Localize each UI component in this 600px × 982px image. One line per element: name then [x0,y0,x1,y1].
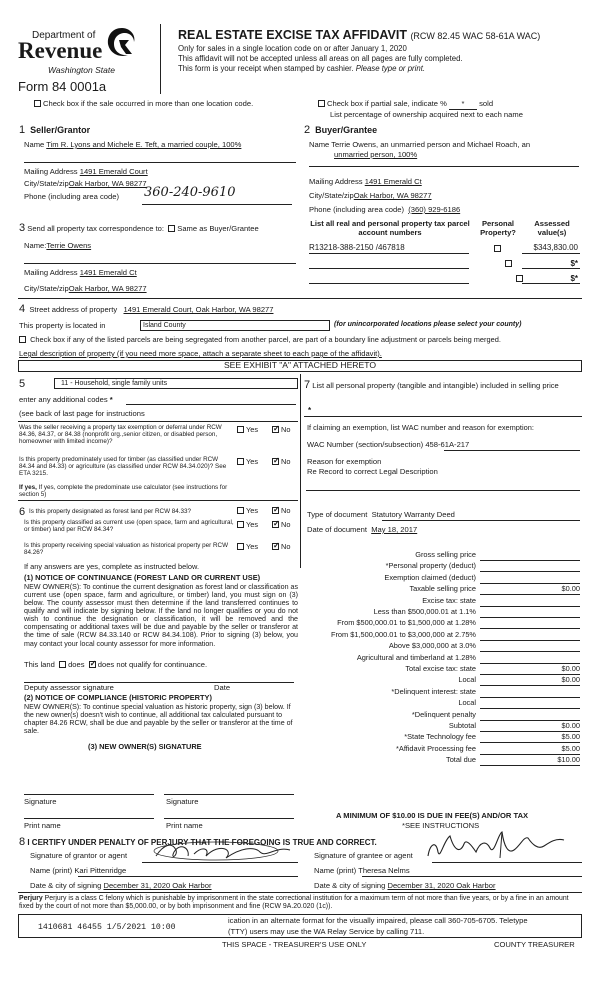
tax-row-rule [480,594,580,595]
buyer-name-field[interactable]: Terrie Owens, an unmarried person and Michael Roach, an [331,140,531,149]
grantor-name-row: Name (print) Kari Pittenridge [30,866,127,875]
rule [304,416,582,417]
owner-signature-1-label: Signature [24,797,57,806]
tax-row-value[interactable]: $0.00 [561,721,580,730]
grantee-sig-row: Signature of grantee or agent [314,851,413,860]
tax-row-label: Excise tax: state [422,595,476,605]
s5-q1: Was the seller receiving a property tax exemption or deferral under RCW 84.36, 84.37, or 84.38 (nonprofit org.,senior citizen, or disabled person, homeowner with limited income)? [19,424,222,446]
personal-2-checkbox[interactable] [505,260,512,267]
assessed-header: Assessed value(s) [534,219,570,237]
s5-q1-no-checkbox[interactable] [272,426,279,433]
s6-q2-yes-checkbox[interactable] [237,521,244,528]
s6-q2-yes[interactable]: Yes [237,521,258,530]
personal-1-checkbox[interactable] [494,245,501,252]
dor-swirl-icon [105,26,139,60]
grantor-name-field[interactable]: Kari Pittenridge [74,866,127,875]
treasurer-space-label: THIS SPACE - TREASURER'S USE ONLY [222,940,367,949]
located-note: (for unincorporated locations please select your county) [334,321,522,328]
perjury-note: Perjury Perjury is a class C felony which is punishable by imprisonment in the state correctional institution for a maximum term of not more than five years, or by a fine in an amount fixed by the court of not more than $5,000.00, or by both imprisonment and fine (RCW 9A.20.020 (1c)). [19,895,569,910]
exemption-question: If claiming an exemption, list WAC number and reason for exemption: [307,423,534,432]
rule [164,794,294,795]
tax-row-value[interactable]: $0.00 [561,675,580,685]
tax-row-value[interactable]: $0.00 [561,664,580,673]
s6-q1-no[interactable]: ✓ No [272,507,290,516]
s5-q1-yes-checkbox[interactable] [237,426,244,433]
rule [522,253,580,254]
county-treasurer-label: COUNTY TREASURER [494,940,575,949]
assessed-3[interactable]: $* [570,274,578,283]
treasurer-stamp: 1410681 46455 1/5/2021 10:00 [38,923,176,932]
partial-sale-checkbox[interactable] [318,100,325,107]
notice2-body: NEW OWNER(S): To continue special valuation as historic property, sign (3) below. If the new owner(s) doesn't wish to continue, all additional tax calculated pursuant to chapter 84.26 RCW, shall be due and payable by the seller or transferor at the time of sale. [24,703,293,736]
s6-q2-no-checkbox[interactable] [272,521,279,528]
reason-label: Reason for exemption [307,457,382,466]
rule [142,862,298,863]
county-select-value: Island County [143,322,186,329]
rule [126,404,296,405]
seller-mail-field[interactable]: 1491 Emerald Court [79,167,148,176]
s5-q1-yes[interactable]: Yes [237,426,258,435]
wac-field[interactable]: 458-61A-217 [425,440,470,449]
seller-heading: 1 Seller/Grantor [19,124,91,136]
rule [142,204,292,205]
s5-q2-no-checkbox[interactable] [272,458,279,465]
dor-logo [18,24,158,78]
notice3-title: (3) NEW OWNER(S) SIGNATURE [88,742,202,751]
buyer-heading: 2 Buyer/Grantee [304,124,378,136]
rule [24,162,296,163]
rule [522,268,580,269]
buyer-city-field[interactable]: Oak Harbor, WA 98277 [353,191,432,200]
tax-row-label: Exemption claimed (deduct) [384,572,476,582]
s5-number: 5 [19,378,26,390]
tax-row-label: From $500,000.01 to $1,500,000 at 1.28% [337,618,476,628]
rule [444,450,580,451]
land-does-not-checkbox[interactable] [89,661,96,668]
legal-label: Legal description of property (if you need more space, attach a separate sheet to each page of the affidavit). [19,349,382,358]
doc-type-field[interactable]: Statutory Warranty Deed [371,510,455,519]
grantee-name-row: Name (print) Theresa Nelms [314,866,410,875]
s5-q2: Is this property predominately used for timber (as classified under RCW 84.34 and 84.33) or agriculture (as classified under RCW 84.34.020)? See ETA 3215. [19,456,227,478]
s6-q3-no-checkbox[interactable] [272,543,279,550]
list-pct-note: List percentage of ownership acquired next to each name [330,110,523,119]
header-line-1: Only for sales in a single location code on or after January 1, 2020 [178,44,407,53]
same-as-buyer-checkbox[interactable] [168,225,175,232]
tax-row-value[interactable]: $5.00 [561,732,580,742]
s3-city-row: City/State/zipOak Harbor, WA 98277 [24,284,147,293]
owner-print-1-label: Print name [24,821,61,830]
rule [24,818,154,819]
tax-row-label: Less than $500,000.01 at 1.1% [373,607,476,616]
tax-row-rule [480,765,580,766]
use-code-value: 11 - Household, single family units [61,380,168,387]
deputy-sig-label: Deputy assessor signature [24,683,114,692]
s5-q1-no[interactable]: ✓ No [272,426,290,435]
grantee-name-field[interactable]: Theresa Nelms [358,866,410,875]
tax-row-rule [480,651,580,652]
tax-row-rule [480,640,580,641]
tax-row-rule [480,685,580,686]
rule [78,876,298,877]
s6-number: 6 [19,506,26,518]
rule [18,892,582,893]
logo-revenue: Revenue [18,38,103,63]
s5-q2-yes-checkbox[interactable] [237,458,244,465]
s6-q2: Is this property classified as current use (open space, farm and agricultural, or timber) land per RCW 84.34? [24,519,234,534]
s6-q3-no[interactable]: ✓ No [272,543,290,552]
partial-pct-field[interactable]: * [449,100,477,110]
located-label: This property is located in [19,321,106,330]
tax-row-label: Total excise tax: state [405,664,476,673]
rule [382,520,580,521]
owner-signature-2-label: Signature [166,797,199,806]
tax-row-label: Taxable selling price [409,584,476,594]
seller-phone-row: Phone (including area code) [24,192,119,201]
see-instructions: *SEE INSTRUCTIONS [402,821,480,830]
rule [300,374,301,568]
s5-q2-yes[interactable]: Yes [237,458,258,467]
parcel-1[interactable]: R13218-388-2150 /467818 [309,243,405,252]
seller-name-row: Name Tim R. Lyons and Michele E. Teft, a married couple, 100% [24,140,242,149]
reason-field[interactable]: Re Record to correct Legal Description [307,467,438,476]
buyer-name-line2: unmarried person, 100% [334,150,418,159]
rule [306,490,580,491]
parcel-header: List all real and personal property tax parcel account numbers [310,219,470,237]
buyer-mail-field[interactable]: 1491 Emerald Ct [364,177,422,186]
street-field[interactable]: 1491 Emerald Court, Oak Harbor, WA 98277 [123,305,274,314]
land-does-checkbox[interactable] [59,661,66,668]
tax-row-label: Gross selling price [415,550,476,559]
s3-name-field[interactable]: Terrie Owens [46,241,92,250]
grantor-sig-row: Signature of grantor or agent [30,851,128,860]
street-row: 4 Street address of property 1491 Emerald Court, Oak Harbor, WA 98277 [19,303,274,315]
s6-q2-no[interactable]: ✓ No [272,521,290,530]
s6-q3-yes-checkbox[interactable] [237,543,244,550]
tax-row-value[interactable]: $10.00 [557,755,580,765]
tax-row-rule [480,571,580,572]
grantor-date-field[interactable]: December 31, 2020 Oak Harbor [103,881,212,890]
s5-q2-no[interactable]: ✓ No [272,458,290,467]
legal-description-text: SEE EXHIBIT "A" ATTACHED HERETO [223,360,377,370]
form-title: REAL ESTATE EXCISE TAX AFFIDAVIT (RCW 82.45 WAC 58-61A WAC) [178,28,541,42]
certify-row: 8 I CERTIFY UNDER PENALTY OF PERJURY THAT THE FOREGOING IS TRUE AND CORRECT. [19,836,377,848]
additional-codes: enter any additional codes * [19,395,113,404]
use-code-select[interactable] [54,378,298,389]
tax-row-label: *Delinquent penalty [411,709,476,719]
s6-q3-yes[interactable]: Yes [237,543,258,552]
tax-row-value[interactable]: $0.00 [561,584,580,594]
tax-row-label: *Personal property (deduct) [385,561,476,571]
form-number: Form 84 0001a [18,79,107,94]
assessed-2[interactable]: $* [570,259,578,268]
wac-row: WAC Number (section/subsection) 458-61A-217 [307,440,470,449]
s3-name-row: Name:Terrie Owens [24,241,92,250]
notice2-title: (2) NOTICE OF COMPLIANCE (HISTORIC PROPERTY) [24,693,212,702]
header-line-2: This affidavit will not be accepted unless all areas on all pages are fully completed. [178,54,463,63]
rule [309,253,469,254]
s6-q1-yes-checkbox[interactable] [237,507,244,514]
doc-date-row: Date of document May 18, 2017 [307,525,418,534]
s6-if-yes: If any answers are yes, complete as instructed below. [24,562,199,571]
tax-row-label: Total due [446,755,476,765]
seller-city-field[interactable]: Oak Harbor, WA 98277 [68,179,147,188]
tax-row-rule [480,617,580,618]
notice1-body: NEW OWNER(S): To continue the current designation as forest land or classification as current use (open space, farm and agriculture, or timber) land, you must sign on (3) below. The county assessor must then determine if the land transferred continues to qualify and will indicate by signing below. If the land no longer qualifies or you do not wish to continue the designation or classification, it will be removed and the compensating or additional taxes will be due and payable by the seller or transferor at the time of sale (RCW 84.33.140 or RCW 84.34.108). Prior to signing (3) below, you may contact your local county assessor for more information. [24,583,298,648]
rule [522,283,580,284]
section3-heading: 3 Send all property tax correspondence to: Same as Buyer/Grantee [19,222,259,234]
partial-sale-check[interactable]: Check box if partial sale, indicate % * sold [318,100,493,110]
tax-row-label: *Delinquent interest: state [391,686,476,696]
logo-state: Washington State [48,65,115,75]
doc-date-field[interactable]: May 18, 2017 [371,525,418,534]
segregated-checkbox[interactable] [19,336,26,343]
rule [309,268,469,269]
header-divider [160,24,161,94]
s7-label: 7 List all personal property (tangible and intangible) included in selling price [304,379,559,391]
grantor-signature[interactable] [150,838,300,864]
notice1-title: (1) NOTICE OF CONTINUANCE (FOREST LAND OR CURRENT USE) [24,573,261,582]
county-select[interactable] [140,320,330,331]
grantee-signature[interactable] [420,826,570,864]
buyer-mail-row: Mailing Address 1491 Emerald Ct [309,177,422,186]
seller-city-row: City/State/zipOak Harbor, WA 98277 [24,179,147,188]
this-land-row: This land does ✓ does not qualify for continuance. [24,661,207,670]
buyer-name-row: Name Terrie Owens, an unmarried person and Michael Roach, an [309,140,531,149]
s7-value[interactable]: * [308,406,312,415]
rule [24,794,154,795]
s5-q2b: If yes, If yes, complete the predominate use calculator (see instructions for section 5) [19,484,228,499]
tax-row-rule [480,560,580,561]
rule [362,876,582,877]
s6-q3: Is this property receiving special valuation as historical property per RCW 84.26? [24,542,229,557]
header-line-3: This form is your receipt when stamped by cashier. Please type or print. [178,64,426,73]
see-back: (see back of last page for instructions [19,409,145,418]
personal-header: Personal Property? [480,219,516,237]
s3-city-field[interactable]: Oak Harbor, WA 98277 [68,284,147,293]
grantee-date-row: Date & city of signing December 31, 2020 Oak Harbor [314,881,496,890]
tax-row-label: Local [458,698,476,708]
rule [432,862,582,863]
rule [309,283,469,284]
tax-row-label: *Affidavit Processing fee [396,743,476,753]
seller-phone-field[interactable]: 360-240-9610 [144,185,236,200]
tax-row-label: Subtotal [448,721,476,730]
s6-q1-yes[interactable]: Yes [237,507,258,516]
buyer-phone-row: Phone (including area code) (360) 929-6186 [309,205,461,214]
multi-location-check[interactable]: Check box if the sale occurred in more than one location code. [34,100,253,109]
rule [18,298,582,299]
multi-location-checkbox[interactable] [34,100,41,107]
tty-note: (TTY) users may use the WA Relay Service by calling 711. [228,927,425,936]
minimum-due: A MINIMUM OF $10.00 IS DUE IN FEE(S) AND/OR TAX [336,811,529,820]
seller-name-field[interactable]: Tim R. Lyons and Michele E. Teft, a married couple, 100% [46,140,242,149]
rule [24,263,296,264]
tax-row-rule [480,708,580,709]
rule [309,166,579,167]
rule [18,421,298,422]
rule [18,500,298,501]
tax-row-label: *State Technology fee [404,732,476,742]
seller-mail-row: Mailing Address 1491 Emerald Court [24,167,148,176]
buyer-phone-field[interactable]: (360) 929-6186 [408,205,461,214]
logo-dept-of: Department of [32,30,96,41]
s3-mail-row: Mailing Address 1491 Emerald Ct [24,268,137,277]
tax-row-label: Agricultural and timberland at 1.28% [356,652,476,662]
tax-row-rule [480,606,580,607]
buyer-city-row: City/State/zipOak Harbor, WA 98277 [309,191,432,200]
doc-type-row: Type of document Statutory Warranty Deed [307,510,455,519]
grantee-date-field[interactable]: December 31, 2020 Oak Harbor [387,881,496,890]
tax-row-value[interactable]: $5.00 [561,743,580,753]
owner-print-2-label: Print name [166,821,203,830]
s6-q1: Is this property designated as forest land per RCW 84.33? [29,508,192,515]
tax-row-rule [480,697,580,698]
segregated-check[interactable]: Check box if any of the listed parcels are being segregated from another parcel, are part of a boundary line adjustment or parcels being merged. [19,336,501,345]
tax-row-label: Local [458,675,476,685]
tax-row-label: Above $3,000,000 at 3.0% [388,641,476,651]
tax-row-label: From $1,500,000.01 to $3,000,000 at 2.75% [330,629,476,639]
alt-format-note: ication in an alternate format for the visually impaired, please call 360-705-6705. Teletype [228,916,528,925]
rule [164,818,294,819]
s6-q1-no-checkbox[interactable] [272,507,279,514]
assessed-1[interactable]: $343,830.00 [533,243,578,252]
s3-mail-field[interactable]: 1491 Emerald Ct [79,268,137,277]
deputy-date-label: Date [214,683,231,692]
tax-row-rule [480,628,580,629]
grantor-date-row: Date & city of signing December 31, 2020 Oak Harbor [30,881,212,890]
